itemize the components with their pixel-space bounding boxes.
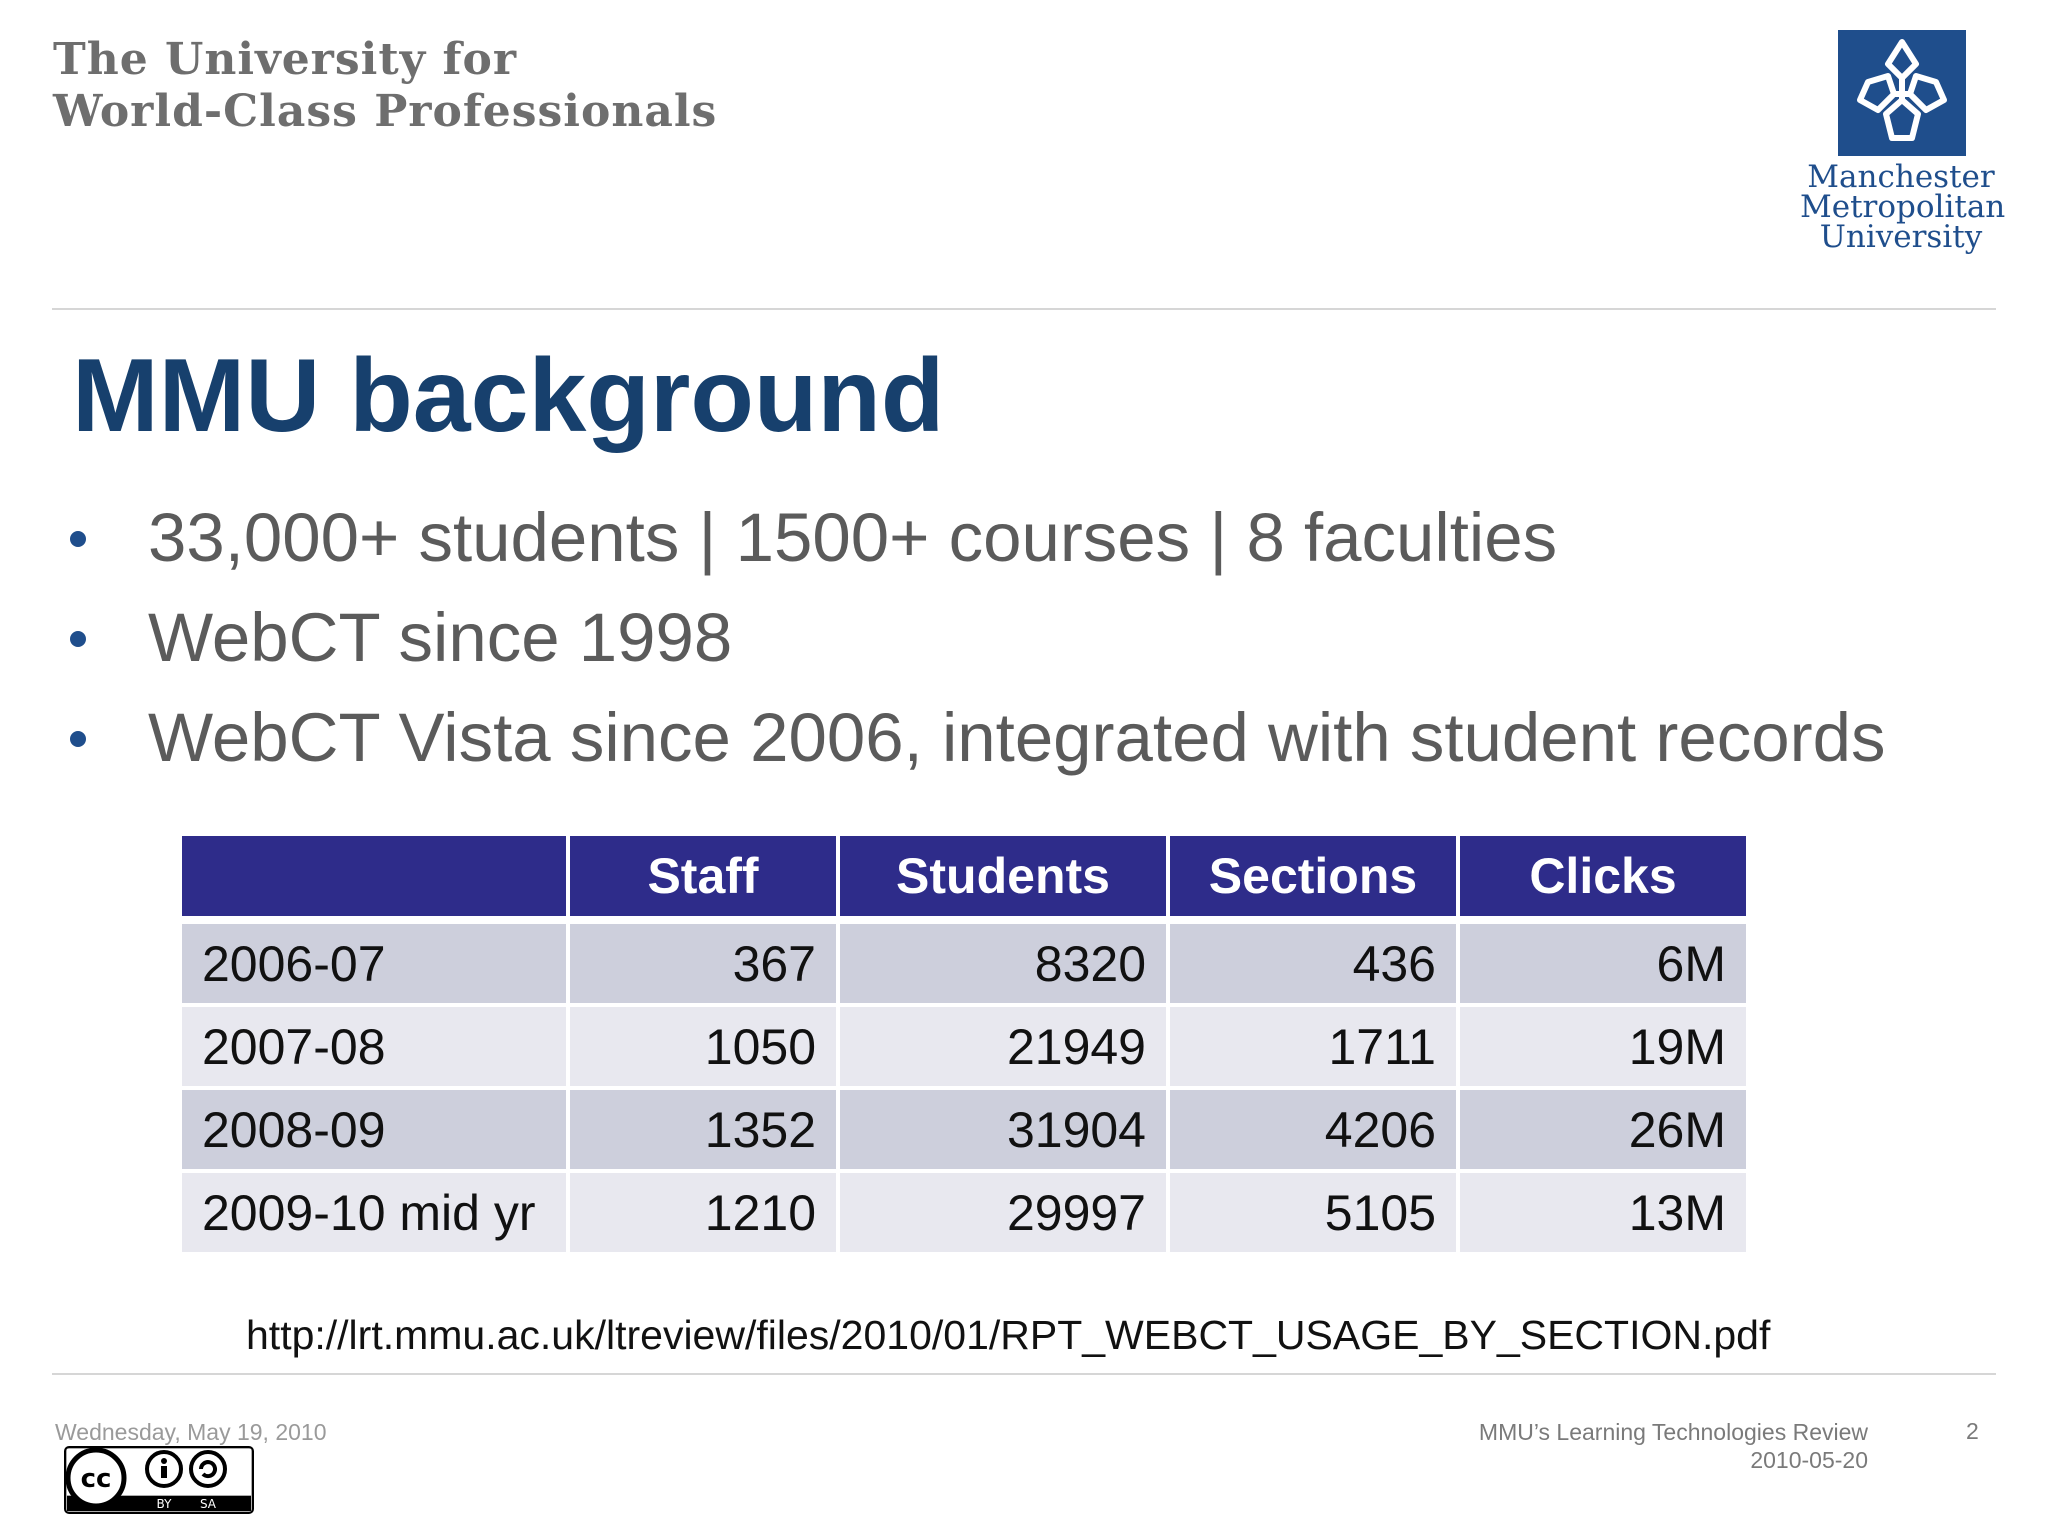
- table-row: [180, 1088, 1748, 1171]
- tagline-line-2: World-Class Professionals: [53, 86, 718, 137]
- bullet-text: 33,000+ students | 1500+ courses | 8 faculties: [148, 499, 1558, 576]
- cell-sections: 4206: [1168, 1088, 1458, 1171]
- logo-wordmark: [1800, 159, 2006, 255]
- footer-divider: [52, 1373, 1996, 1375]
- logo-line-2: Metropolitan: [1800, 189, 2006, 225]
- row-label: 2007-08: [180, 1005, 568, 1088]
- table-row: [180, 1005, 1748, 1088]
- column-header-students: Students: [838, 836, 1168, 920]
- cell-clicks: 19M: [1458, 1005, 1748, 1088]
- cell-staff: 1352: [568, 1088, 838, 1171]
- cell-students: 29997: [838, 1171, 1168, 1254]
- bullet-dot-icon: [70, 631, 86, 647]
- row-label: 2006-07: [180, 920, 568, 1005]
- bullet-dot-icon: [70, 731, 86, 747]
- table-row: [180, 920, 1748, 1005]
- column-header-year: [180, 836, 568, 920]
- cell-sections: 5105: [1168, 1171, 1458, 1254]
- header-divider: [52, 308, 1996, 310]
- mmu-knot-emblem-icon: [1838, 30, 1966, 156]
- footer-title-line-2: 2010-05-20: [1750, 1447, 1868, 1473]
- cell-clicks: 26M: [1458, 1088, 1748, 1171]
- footer-date: Wednesday, May 19, 2010: [55, 1419, 327, 1445]
- cell-students: 21949: [838, 1005, 1168, 1088]
- logo-line-3: University: [1819, 219, 1983, 255]
- cell-sections: 436: [1168, 920, 1458, 1005]
- column-header-staff: Staff: [568, 836, 838, 920]
- usage-table: [178, 836, 1750, 1256]
- cell-clicks: 13M: [1458, 1171, 1748, 1254]
- bullet-dot-icon: [70, 531, 86, 547]
- university-logo: [1800, 28, 2015, 268]
- footer-title-line-1: MMU’s Learning Technologies Review: [1478, 1419, 1868, 1445]
- cell-staff: 367: [568, 920, 838, 1005]
- footer-title: [1479, 1418, 1868, 1474]
- page-number: 2: [1966, 1418, 1979, 1444]
- table-row: [180, 1171, 1748, 1254]
- cell-clicks: 6M: [1458, 920, 1748, 1005]
- tagline: [53, 34, 717, 138]
- cell-staff: 1050: [568, 1005, 838, 1088]
- bullet-item: [0, 498, 2048, 598]
- cell-staff: 1210: [568, 1171, 838, 1254]
- svg-text:cc: cc: [80, 1464, 112, 1494]
- column-header-clicks: Clicks: [1458, 836, 1748, 920]
- bullet-text: WebCT since 1998: [148, 599, 733, 676]
- column-header-sections: Sections: [1168, 836, 1458, 920]
- bullet-item: [0, 598, 2048, 698]
- row-label: 2008-09: [180, 1088, 568, 1171]
- svg-text:SA: SA: [199, 1497, 217, 1511]
- creative-commons-by-sa-icon[interactable]: [64, 1446, 254, 1514]
- logo-line-1: Manchester: [1807, 159, 1995, 195]
- cell-students: 8320: [838, 920, 1168, 1005]
- bullet-text: WebCT Vista since 2006, integrated with student records: [148, 699, 1886, 776]
- table-header-row: [180, 836, 1748, 920]
- row-label: 2009-10 mid yr: [180, 1171, 568, 1254]
- tagline-line-1: The University for: [53, 34, 518, 85]
- cell-students: 31904: [838, 1088, 1168, 1171]
- source-link[interactable]: http://lrt.mmu.ac.uk/ltreview/files/2010/01/RPT_WEBCT_USAGE_BY_SECTION.pdf: [246, 1312, 1771, 1358]
- cell-sections: 1711: [1168, 1005, 1458, 1088]
- bullet-list: [0, 498, 2048, 798]
- bullet-item: [0, 698, 2048, 798]
- slide-title: MMU background: [72, 338, 945, 454]
- svg-text:BY: BY: [156, 1497, 172, 1511]
